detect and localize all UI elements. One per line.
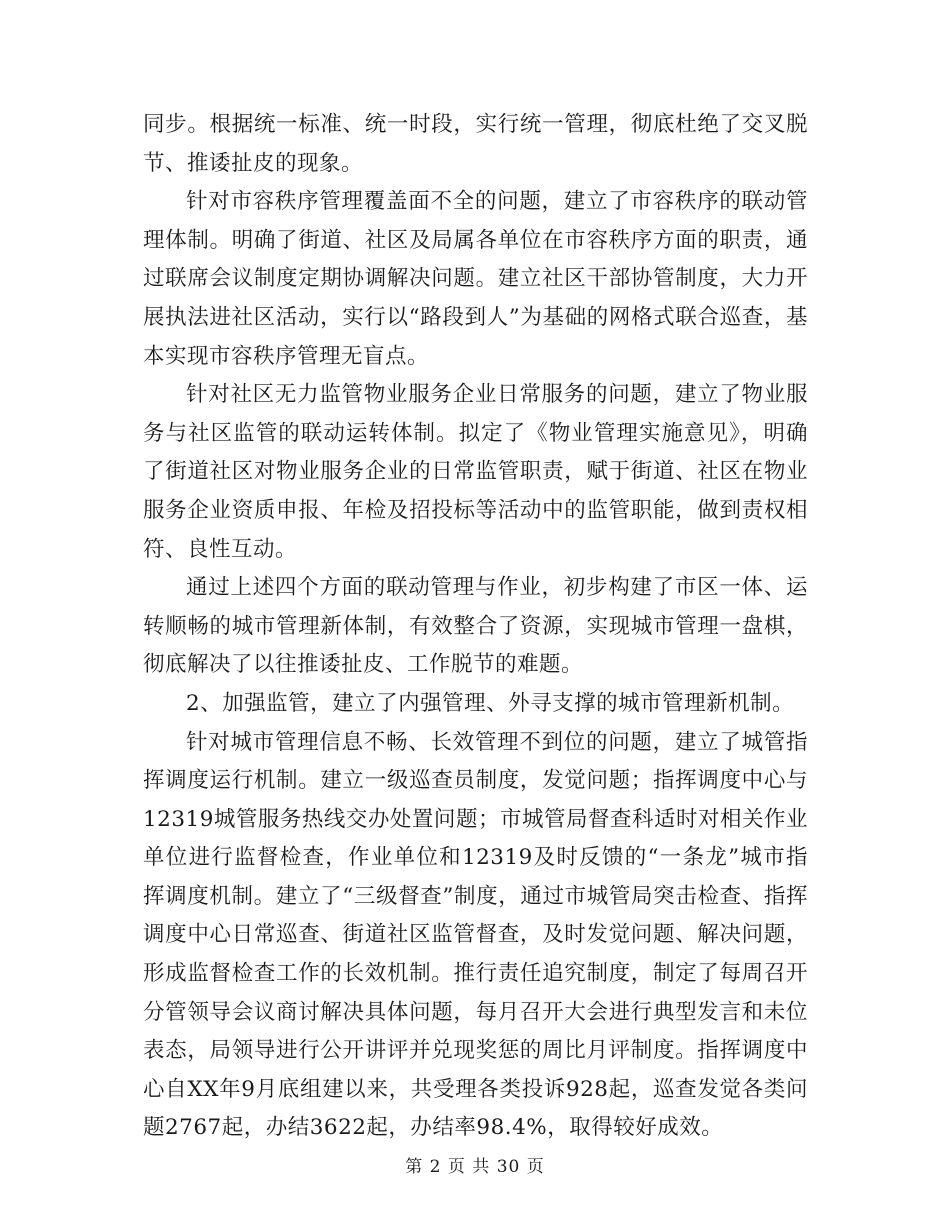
paragraph-5-section-heading: 2、加强监管，建立了内强管理、外寻支撑的城市管理新机制。 [186, 690, 795, 716]
page-number-footer: 第 2 页 共 30 页 [405, 1157, 545, 1177]
paragraph-6: 针对城市管理信息不畅、长效管理不到位的问题，建立了城管指挥调度运行机制。建立一级巡查员制度，发觉问题；指挥调度中心与12319城管服务热线交办处置问题；市城管局督查科适时对相关作业单位进行监督检查，作业单位和12319及时反馈的“一条龙”城市指挥调度机制。建立了“三级督查”制度，通过市城管局突击检查、指挥调度中心日常巡查、街道社区监管督查，及时发觉问题、解决问题，形成监督检查工作的长效机制。推行责任追究制度，制定了每周召开分管领导会议商讨解决具体问题，每月召开大会进行典型发言和未位表态，局领导进行公开讲评并兑现奖惩的周比月评制度。指挥调度中心自XX年9月底组建以来，共受理各类投诉928起，巡查发觉各类问题2767起，办结3622起，办结率98.4%，取得较好成效。 [143, 729, 808, 1141]
paragraph-3: 针对社区无力监管物业服务企业日常服务的问题，建立了物业服务与社区监管的联动运转体制。拟定了《物业管理实施意见》，明确了街道社区对物业服务企业的日常监管职责，赋于街道、社区在物业服务企业资质申报、年检及招投标等活动中的监管职能，做到责权相符、良性互动。 [143, 382, 808, 562]
paragraph-1: 同步。根据统一标准、统一时段，实行统一管理，彻底杜绝了交叉脱节、推诿扯皮的现象。 [143, 112, 808, 176]
document-body [143, 106, 808, 1148]
paragraph-4: 通过上述四个方面的联动管理与作业，初步构建了市区一体、运转顺畅的城市管理新体制，有效整合了资源，实现城市管理一盘棋，彻底解决了以往推诿扯皮、工作脱节的难题。 [143, 575, 808, 678]
paragraph-2: 针对市容秩序管理覆盖面不全的问题，建立了市容秩序的联动管理体制。明确了街道、社区及局属各单位在市容秩序方面的职责，通过联席会议制度定期协调解决问题。建立社区干部协管制度，大力开展执法进社区活动，实行以“路段到人”为基础的网格式联合巡查，基本实现市容秩序管理无盲点。 [143, 189, 808, 369]
